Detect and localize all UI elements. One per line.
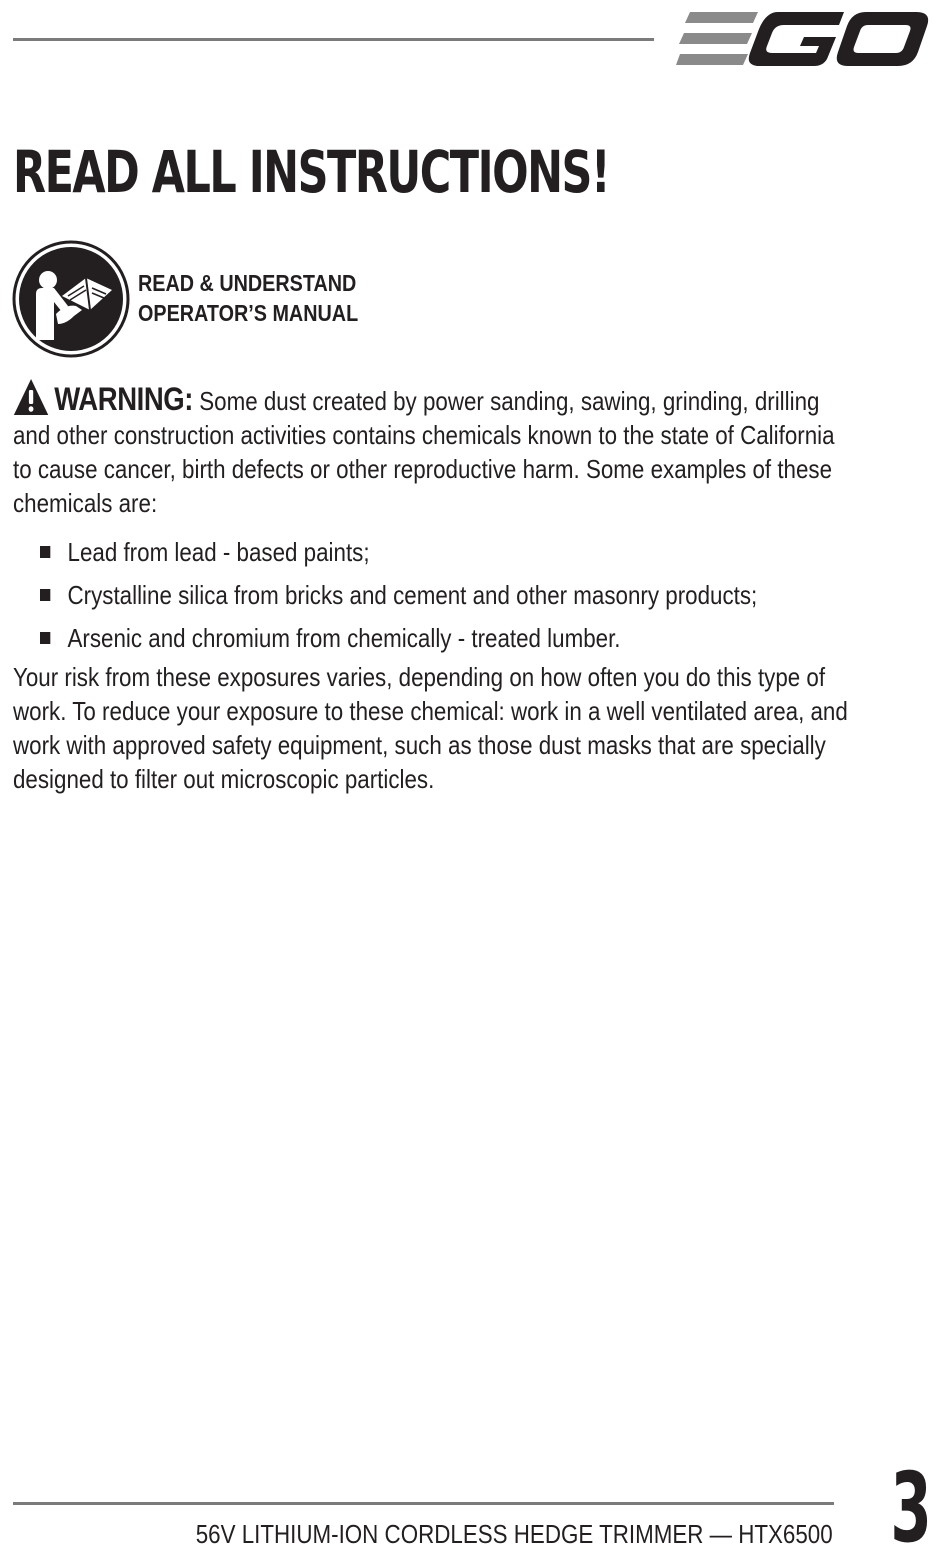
bullet-square-icon bbox=[40, 546, 50, 558]
list-item-text: Crystalline silica from bricks and cement and other masonry products; bbox=[67, 579, 758, 610]
manual-notice-line2: OPERATOR’S MANUAL bbox=[138, 300, 359, 326]
warning-triangle-icon bbox=[13, 378, 49, 416]
manual-notice bbox=[138, 268, 358, 328]
warning-text: to cause cancer, birth defects or other reproductive harm. Some examples of these bbox=[13, 454, 833, 484]
risk-text: work with approved safety equipment, such as those dust masks that are specially bbox=[13, 730, 826, 760]
bullet-square-icon bbox=[40, 589, 50, 601]
warning-label: WARNING: bbox=[54, 381, 194, 417]
warning-paragraph bbox=[13, 378, 903, 520]
header-rule bbox=[13, 38, 654, 41]
list-item-text: Lead from lead - based paints; bbox=[67, 536, 370, 567]
footer-product-title: 56V LITHIUM-ION CORDLESS HEDGE TRIMMER — HTX6500 bbox=[196, 1519, 833, 1549]
risk-paragraph bbox=[13, 660, 903, 796]
list-item bbox=[40, 573, 757, 616]
warning-text: Some dust created by power sanding, sawing, grinding, drilling bbox=[199, 386, 820, 416]
footer-rule bbox=[13, 1502, 834, 1505]
warning-line bbox=[13, 378, 903, 418]
warning-text: chemicals are: bbox=[13, 488, 158, 518]
risk-text: work. To reduce your exposure to these chemical: work in a well ventilated area, and bbox=[13, 696, 848, 726]
page-title: READ ALL INSTRUCTIONS! bbox=[13, 138, 610, 206]
risk-text: designed to filter out microscopic particles. bbox=[13, 764, 435, 794]
read-manual-icon bbox=[12, 240, 130, 358]
risk-text: Your risk from these exposures varies, depending on how often you do this type of bbox=[13, 662, 826, 692]
ego-logo-icon bbox=[676, 10, 932, 68]
manual-notice-line1: READ & UNDERSTAND bbox=[138, 270, 357, 296]
list-item bbox=[40, 530, 757, 573]
warning-text: and other construction activities contains chemicals known to the state of California bbox=[13, 420, 835, 450]
page-number: 3 bbox=[890, 1452, 932, 1564]
list-item bbox=[40, 616, 757, 659]
list-item-text: Arsenic and chromium from chemically - treated lumber. bbox=[67, 622, 621, 653]
chemical-examples-list bbox=[40, 530, 757, 659]
bullet-square-icon bbox=[40, 632, 50, 644]
